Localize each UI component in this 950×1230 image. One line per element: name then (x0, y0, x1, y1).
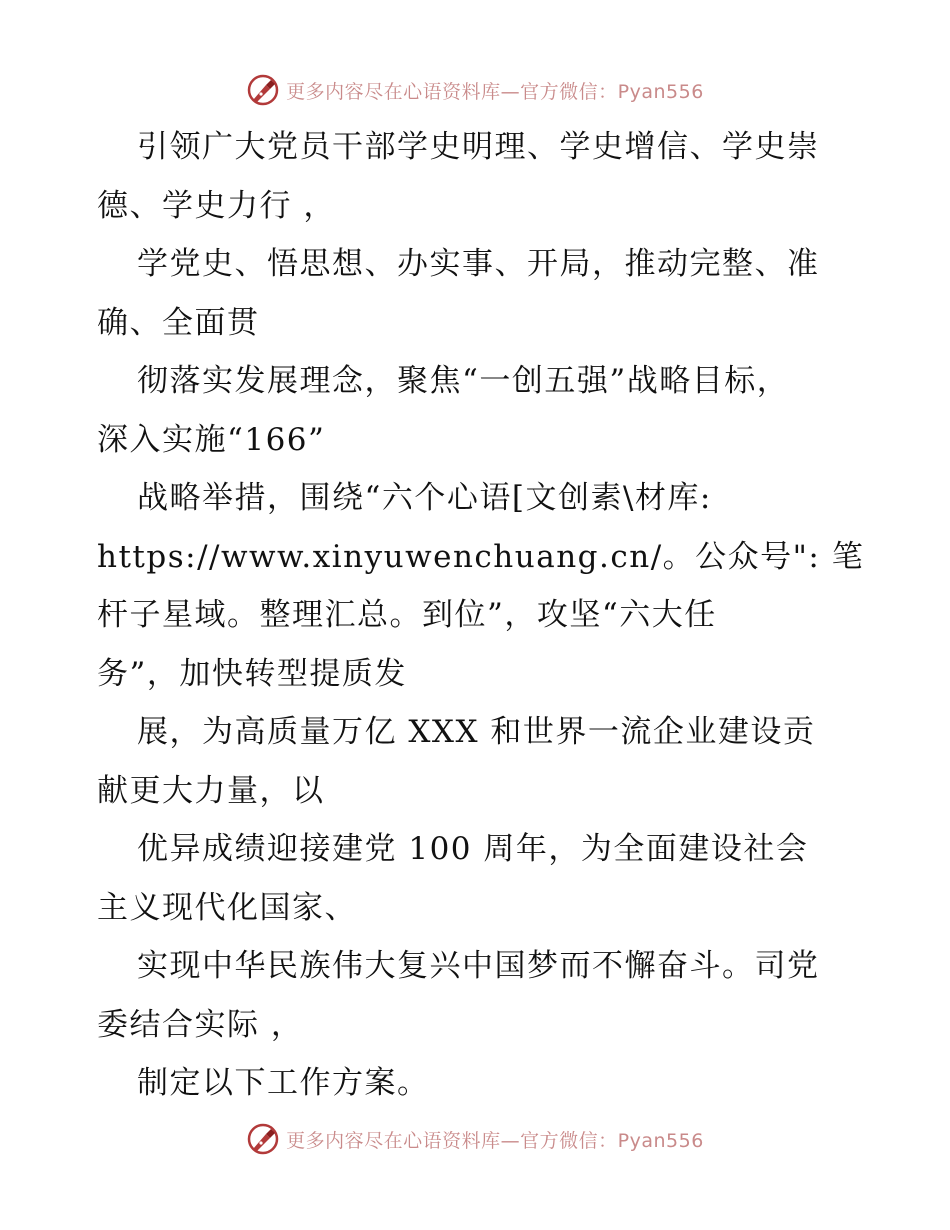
text-line: 制定以下工作方案。 (137, 1065, 430, 1101)
text-line: 德、学史力行 ， (97, 187, 336, 224)
text-line: 展，为高质量万亿 XXX 和世界一流企业建设贡 (137, 714, 816, 750)
text-line: https://www.xinyuwenchuang.cn/。公众号": 笔 (97, 538, 865, 575)
watermark-text: 更多内容尽在心语资料库—官方微信：Pyan556 (286, 1129, 704, 1152)
text-line: 彻落实发展理念，聚焦“一创五强”战略目标， (137, 363, 790, 399)
text-line: 献更大力量，以 (97, 772, 325, 809)
text-line: 实现中华民族伟大复兴中国梦而不懈奋斗。司党 (137, 948, 820, 984)
text-line: 引领广大党员干部学史明理、学史增信、学史崇 (137, 129, 820, 165)
text-line: 战略举措，围绕“六个心语[文创素\材库: (137, 480, 712, 516)
text-line: 优异成绩迎接建党 100 周年，为全面建设社会 (137, 831, 809, 867)
pen-nib-logo-icon (246, 1122, 280, 1156)
text-line: 深入实施“166” (97, 421, 326, 458)
pen-nib-logo-icon (246, 73, 280, 107)
header-watermark (0, 70, 950, 110)
text-line: 主义现代化国家、 (97, 889, 357, 926)
document-body (97, 118, 867, 1113)
text-line: 委结合实际 ， (97, 1006, 304, 1043)
footer-watermark (0, 1119, 950, 1159)
text-line: 确、全面贯 (97, 304, 260, 341)
text-line: 务”，加快转型提质发 (97, 655, 407, 692)
watermark-text: 更多内容尽在心语资料库—官方微信：Pyan556 (286, 80, 704, 103)
watermark-wechat-id: Pyan556 (617, 80, 704, 103)
text-line: 学党史、悟思想、办实事、开局，推动完整、准 (137, 246, 820, 282)
watermark-wechat-id: Pyan556 (617, 1129, 704, 1152)
text-line: 杆子星域。整理汇总。到位”，攻坚“六大任 (97, 597, 717, 633)
